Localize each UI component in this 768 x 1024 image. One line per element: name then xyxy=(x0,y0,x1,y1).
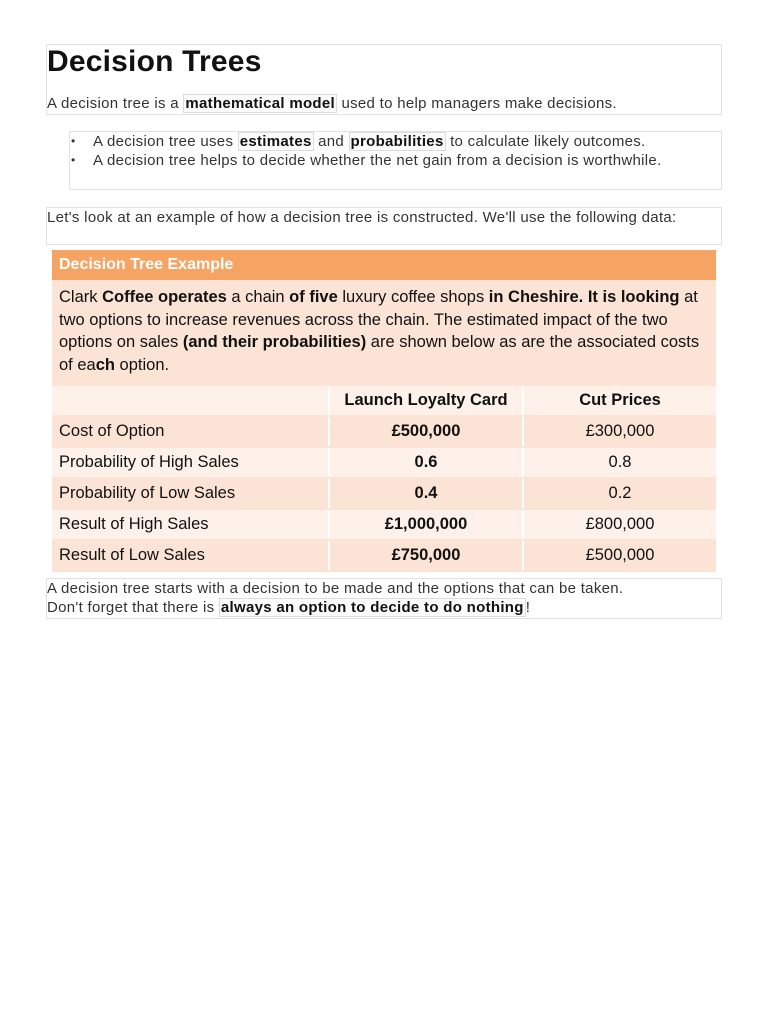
value-loyalty: 0.4 xyxy=(330,479,524,508)
table-row xyxy=(52,448,716,477)
ending-after: ! xyxy=(525,599,531,616)
value-loyalty: £1,000,000 xyxy=(330,510,524,539)
desc-bold: in Cheshire. It is looking xyxy=(488,288,680,306)
value-cut-prices: 0.8 xyxy=(524,448,716,477)
bullet-item xyxy=(70,132,721,151)
table-row xyxy=(52,541,716,570)
desc-bold: (and their probabilities) xyxy=(182,333,367,351)
example-description xyxy=(52,282,716,382)
bullet-text: A decision tree uses xyxy=(93,133,238,150)
value-loyalty: 0.6 xyxy=(330,448,524,477)
highlight-do-nothing: always an option to decide to do nothing xyxy=(220,599,524,616)
table-row xyxy=(52,510,716,539)
ending-section xyxy=(46,578,722,619)
value-cut-prices: 0.2 xyxy=(524,479,716,508)
desc-text: at two options to increase revenues across the chain. The estimated impact of the two options on sales xyxy=(59,288,698,351)
page-title: Decision Trees xyxy=(47,45,262,78)
lets-look-text: Let's look at an example of how a decision tree is constructed. We'll use the following data: xyxy=(47,209,677,226)
intro-before: A decision tree is a xyxy=(47,95,184,112)
title-section xyxy=(46,44,722,115)
bullet-text: and xyxy=(313,133,349,150)
value-loyalty: £750,000 xyxy=(330,541,524,570)
row-label: Result of High Sales xyxy=(52,510,330,539)
intro-text xyxy=(47,95,617,112)
bullet-section xyxy=(69,131,722,190)
table-header-cell xyxy=(52,386,330,415)
table-header-cell: Cut Prices xyxy=(524,386,716,415)
bullet-item xyxy=(70,151,721,170)
value-cut-prices: £300,000 xyxy=(524,417,716,446)
desc-bold: Coffee operates xyxy=(102,288,227,306)
bullet-text: A decision tree helps to decide whether the net gain from a decision is worthwhile. xyxy=(93,152,662,169)
ending-text xyxy=(47,579,721,617)
bullet-dot-icon: • xyxy=(71,134,76,148)
ending-line1: A decision tree starts with a decision to be made and the options that can be taken. xyxy=(47,580,624,597)
highlight-probabilities: probabilities xyxy=(350,133,444,150)
lets-look-section xyxy=(46,207,722,245)
row-label: Probability of Low Sales xyxy=(52,479,330,508)
value-cut-prices: £500,000 xyxy=(524,541,716,570)
table-row xyxy=(52,479,716,508)
bullet-text: to calculate likely outcomes. xyxy=(445,133,646,150)
desc-text: luxury coffee shops xyxy=(337,288,489,306)
desc-text: Clark xyxy=(59,288,103,306)
desc-text: are shown below as are the associated costs of ea xyxy=(59,333,700,374)
highlight-mathematical-model: mathematical model xyxy=(185,95,335,112)
table-row xyxy=(52,417,716,446)
intro-after: used to help managers make decisions. xyxy=(337,95,617,112)
desc-text: a chain xyxy=(226,288,290,306)
example-image xyxy=(52,250,716,572)
row-label: Result of Low Sales xyxy=(52,541,330,570)
table-header-row xyxy=(52,386,716,415)
table-header-cell: Launch Loyalty Card xyxy=(330,386,524,415)
bullet-list xyxy=(70,132,721,170)
bullet-dot-icon: • xyxy=(71,153,76,167)
example-header: Decision Tree Example xyxy=(52,250,716,280)
value-cut-prices: £800,000 xyxy=(524,510,716,539)
row-label: Cost of Option xyxy=(52,417,330,446)
ending-before: Don't forget that there is xyxy=(47,599,219,616)
desc-bold: of five xyxy=(289,288,338,306)
desc-bold: ch xyxy=(95,355,115,374)
row-label: Probability of High Sales xyxy=(52,448,330,477)
example-table xyxy=(52,384,716,572)
value-loyalty: £500,000 xyxy=(330,417,524,446)
highlight-estimates: estimates xyxy=(239,133,312,150)
desc-text: option. xyxy=(114,355,170,374)
